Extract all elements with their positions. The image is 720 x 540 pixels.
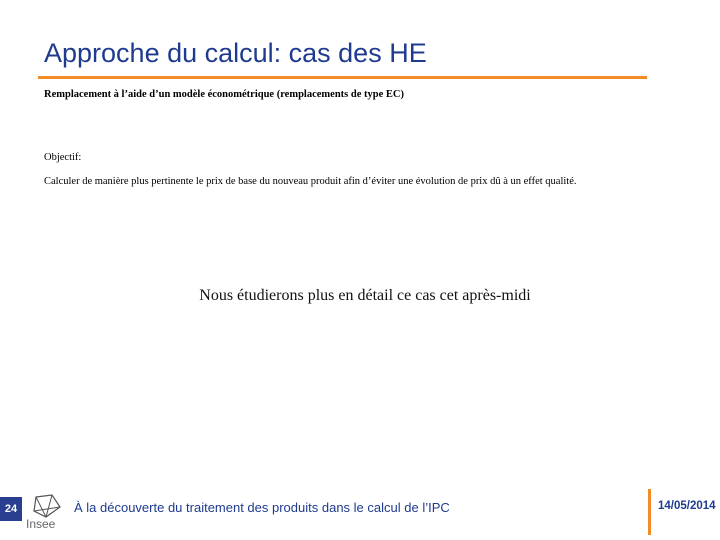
title-underline — [38, 76, 647, 79]
slide-title: Approche du calcul: cas des HE — [44, 38, 427, 68]
logo-text: Insee — [26, 517, 56, 531]
slide-subtitle: Remplacement à l’aide d’un modèle économétrique (remplacements de type EC) — [44, 89, 404, 100]
page-number-badge: 24 — [0, 497, 22, 521]
footer-caption: À la découverte du traitement des produits dans le calcul de l’IPC — [74, 500, 450, 515]
objective-text: Calculer de manière plus pertinente le prix de base du nouveau produit afin d’éviter une évolution de prix dû à un effet qualité. — [44, 176, 577, 187]
center-note: Nous étudierons plus en détail ce cas cet après-midi — [199, 287, 531, 304]
objective-label: Objectif: — [44, 152, 82, 163]
footer-date: 14/05/2014 — [658, 500, 716, 512]
footer-divider — [648, 489, 651, 535]
